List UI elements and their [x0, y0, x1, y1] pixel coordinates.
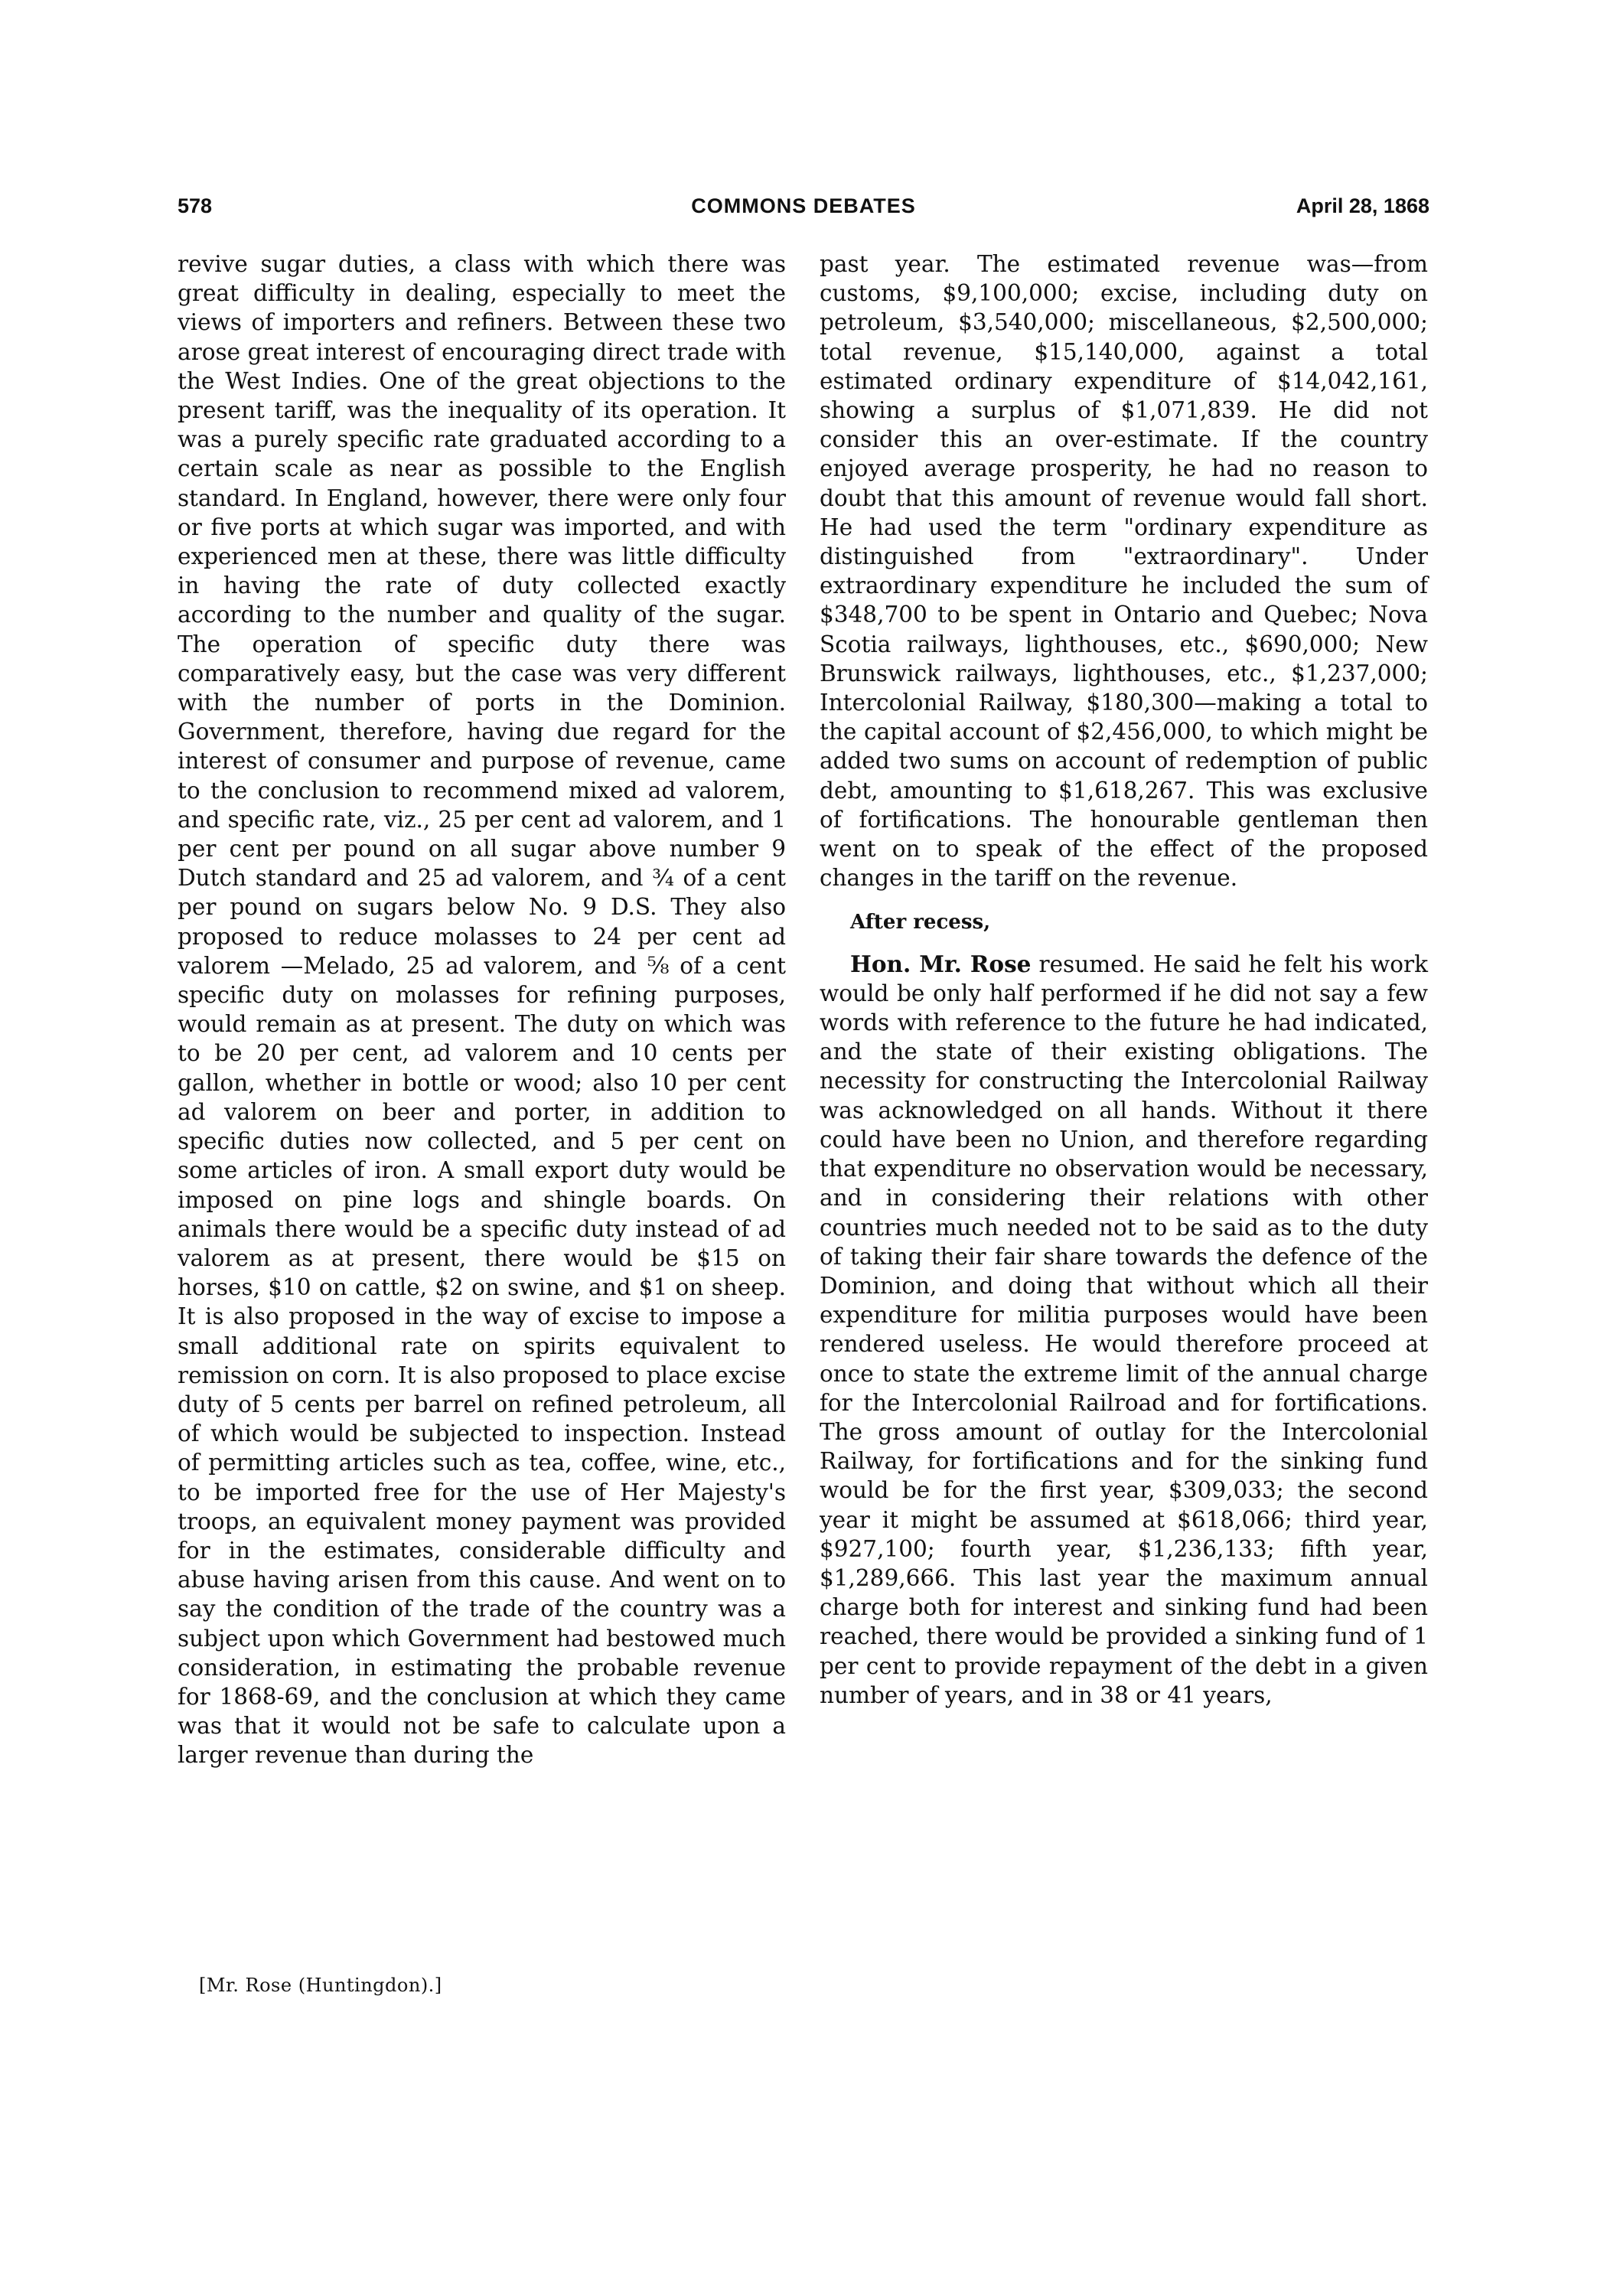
- speaker-name: Hon. Mr. Rose: [850, 950, 1032, 977]
- page-number: 578: [178, 194, 213, 217]
- page-header: [178, 194, 1429, 225]
- right-paragraph-speech: [820, 950, 1428, 1710]
- right-column: [820, 249, 1428, 1710]
- left-column: [178, 249, 786, 1770]
- header-date: April 28, 1868: [1296, 194, 1429, 217]
- running-title: COMMONS DEBATES: [691, 194, 916, 217]
- speech-text: resumed. He said he felt his work would be only half performed if he did not say a few words with reference to the future he had indicated, and the state of their existing obligations. The necessity for constructing the Intercolonial Railway was acknowledged on all hands. Without it there could have been no Union, and therefore regarding that expenditure no observation would be necessary, and in considering their relations with other countries much needed not to be said as to the duty of taking their fair share towards the defence of the Dominion, and doing that without which all their expenditure for militia purposes would have been rendered useless. He would therefore proceed at once to state the extreme limit of the annual charge for the Intercolonial Railroad and for fortifications. The gross amount of outlay for the Intercolonial Railway, for fortifications and for the sinking fund would be for the first year, $309,033; the second year it might be assumed at $618,066; third year, $927,100; fourth year, $1,236,133; fifth year, $1,289,666. This last year the maximum annual charge both for interest and sinking fund had been reached, there would be provided a sinking fund of 1 per cent to provide repayment of the debt in a given number of years, and in 38 or 41 years,: [820, 951, 1429, 1708]
- section-heading: After recess,: [850, 911, 991, 934]
- speaker-footnote: [Mr. Rose (Huntingdon).]: [199, 1975, 442, 1996]
- right-paragraph-revenue: past year. The estimated revenue was—from customs, $9,100,000; excise, including duty on petroleum, $3,540,000; miscellaneous, $2,500,000; total revenue, $15,140,000, against a total estimated ordinary expenditure of $14,042,161, showing a surplus of $1,071,839. He did not consider this an over-estimate. If the country enjoyed average prosperity, he had no reason to doubt that this amount of revenue would fall short. He had used the term "ordinary expenditure as distinguished from "extraordinary". Under extraordinary expenditure he included the sum of $348,700 to be spent in Ontario and Quebec; Nova Scotia railways, lighthouses, etc., $690,000; New Brunswick railways, lighthouses, etc., $1,237,000; Intercolonial Railway, $180,300—making a total to the capital account of $2,456,000, to which might be added two sums on account of redemption of public debt, amounting to $1,618,267. This was exclusive of fortifications. The honourable gentleman then went on to speak of the effect of the proposed changes in the tariff on the revenue.: [820, 251, 1428, 892]
- left-paragraph: revive sugar duties, a class with which there was great difficulty in dealing, especially to meet the views of importers and refiners. Between these two arose great interest of encouraging direct trade with the West Indies. One of the great objections to the present tariff, was the inequality of its operation. It was a purely specific rate graduated according to a certain scale as near as possible to the English standard. In England, however, there were only four or five ports at which sugar was imported, and with experienced men at these, there was little difficulty in having the rate of duty collected exactly according to the number and quality of the sugar. The operation of specific duty there was comparatively easy, but the case was very different with the number of ports in the Dominion. Government, therefore, having due regard for the interest of consumer and purpose of revenue, came to the conclusion to recommend mixed ad valorem, and specific rate, viz., 25 per cent ad valorem, and 1 per cent per pound on all sugar above number 9 Dutch standard and 25 ad valorem, and ¾ of a cent per pound on sugars below No. 9 D.S. They also proposed to reduce molasses to 24 per cent ad valorem —Melado, 25 ad valorem, and ⅝ of a cent specific duty on molasses for refining purposes, would remain as at present. The duty on which was to be 20 per cent, ad valorem and 10 cents per gallon, whether in bottle or wood; also 10 per cent ad valorem on beer and porter, in addition to specific duties now collected, and 5 per cent on some articles of iron. A small export duty would be imposed on pine logs and shingle boards. On animals there would be a specific duty instead of ad valorem as at present, there would be $15 on horses, $10 on cattle, $2 on swine, and $1 on sheep. It is also proposed in the way of excise to impose a small additional rate on spirits equivalent to remission on corn. It is also proposed to place excise duty of 5 cents per barrel on refined petroleum, all of which would be subjected to inspection. Instead of permitting articles such as tea, coffee, wine, etc., to be imported free for the use of Her Majesty's troops, an equivalent money payment was provided for in the estimates, considerable difficulty and abuse having arisen from this cause. And went on to say the condition of the trade of the country was a subject upon which Government had bestowed much consideration, in estimating the probable revenue for 1868-69, and the conclusion at which they came was that it would not be safe to calculate upon a larger revenue than during the: [178, 251, 786, 1769]
